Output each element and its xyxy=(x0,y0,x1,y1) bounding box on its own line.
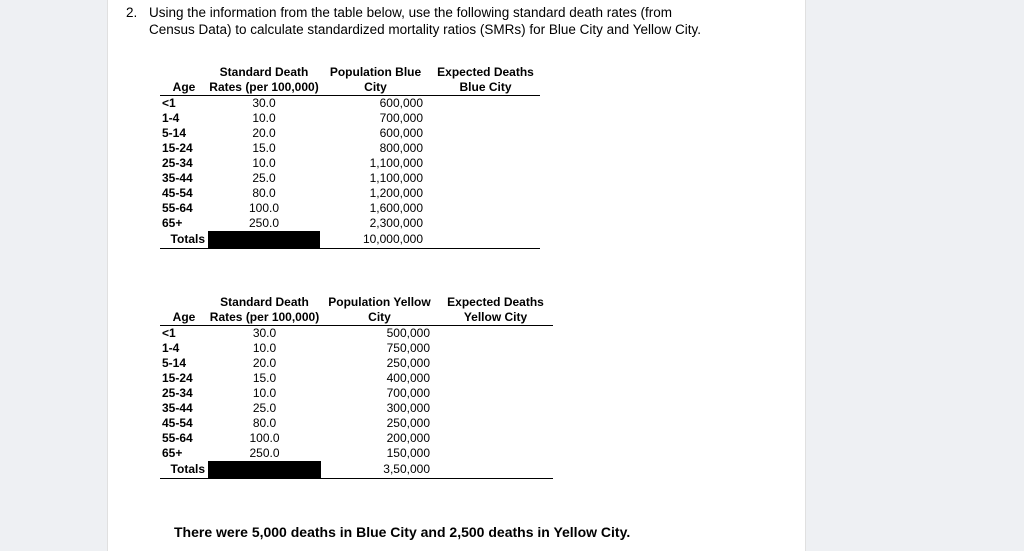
question-text: Using the information from the table below, use the following standard death rates (from Census Data) to calculate standardized mortality ratios (SMRs) for Blue City and Yellow City. xyxy=(149,5,701,37)
rate-cell: 10.0 xyxy=(252,386,277,400)
table-row xyxy=(160,96,540,112)
age-cell: 25-34 xyxy=(162,386,193,400)
expected-deaths-header: Expected Deaths Blue City xyxy=(431,65,540,96)
table-row xyxy=(160,371,553,386)
age-cell: 45-54 xyxy=(162,186,193,200)
age-cell: 65+ xyxy=(162,446,183,460)
table-row xyxy=(160,356,553,371)
table-row xyxy=(160,216,540,231)
age-cell: 15-24 xyxy=(162,371,193,385)
rate-cell: 80.0 xyxy=(252,186,276,200)
age-cell: 35-44 xyxy=(162,401,193,415)
population-cell: 150,000 xyxy=(386,446,430,460)
rate-cell: 10.0 xyxy=(252,111,276,125)
rate-cell: 10.0 xyxy=(252,341,277,355)
population-cell: 400,000 xyxy=(386,371,430,385)
document-page xyxy=(107,0,806,551)
totals-row xyxy=(160,231,540,249)
population-cell: 1,200,000 xyxy=(369,186,423,200)
rate-cell: 20.0 xyxy=(252,126,276,140)
age-cell: 35-44 xyxy=(162,171,193,185)
table-row xyxy=(160,326,553,342)
expected-deaths-cell xyxy=(431,216,540,231)
expected-deaths-total xyxy=(431,231,540,249)
footer-note: There were 5,000 deaths in Blue City and 2,500 deaths in Yellow City. xyxy=(174,524,631,540)
population-cell: 600,000 xyxy=(379,126,423,140)
expected-deaths-total xyxy=(438,461,553,479)
population-cell: 250,000 xyxy=(386,416,430,430)
table-row xyxy=(160,416,553,431)
rate-cell: 15.0 xyxy=(252,371,277,385)
population-cell: 2,300,000 xyxy=(369,216,423,230)
population-cell: 300,000 xyxy=(386,401,430,415)
table-row xyxy=(160,386,553,401)
rate-cell: 250.0 xyxy=(248,216,280,230)
expected-deaths-cell xyxy=(431,186,540,201)
rate-cell: 30.0 xyxy=(252,326,277,340)
age-cell: 55-64 xyxy=(162,431,193,445)
table-row xyxy=(160,401,553,416)
population-cell: 800,000 xyxy=(379,141,423,155)
table-row xyxy=(160,141,540,156)
redacted-total-rate xyxy=(208,461,321,479)
expected-deaths-cell xyxy=(438,386,553,401)
population-cell: 600,000 xyxy=(379,96,423,110)
table-row xyxy=(160,201,540,216)
population-cell: 750,000 xyxy=(386,341,430,355)
population-cell: 700,000 xyxy=(379,111,423,125)
age-cell: 25-34 xyxy=(162,156,193,170)
population-header: Population Blue City xyxy=(320,65,431,96)
table-row xyxy=(160,156,540,171)
expected-deaths-cell xyxy=(438,371,553,386)
table-row xyxy=(160,126,540,141)
population-cell: 250,000 xyxy=(386,356,430,370)
table-row xyxy=(160,171,540,186)
expected-deaths-cell xyxy=(438,446,553,461)
population-cell: 1,600,000 xyxy=(369,201,423,215)
age-header: Age xyxy=(160,295,208,326)
age-cell: <1 xyxy=(162,326,176,340)
table-row xyxy=(160,111,540,126)
rate-cell: 100.0 xyxy=(249,431,280,445)
rate-cell: 100.0 xyxy=(248,201,280,215)
expected-deaths-cell xyxy=(431,126,540,141)
population-cell: 1,100,000 xyxy=(369,171,423,185)
rate-cell: 25.0 xyxy=(252,401,277,415)
expected-deaths-cell xyxy=(431,156,540,171)
table-row xyxy=(160,446,553,461)
age-cell: 15-24 xyxy=(162,141,193,155)
totals-row xyxy=(160,461,553,479)
expected-deaths-cell xyxy=(438,431,553,446)
table-body xyxy=(160,326,553,479)
age-cell: 5-14 xyxy=(162,126,187,140)
age-cell: 5-14 xyxy=(162,356,187,370)
expected-deaths-cell xyxy=(438,401,553,416)
population-cell: 700,000 xyxy=(386,386,430,400)
yellow-city-table xyxy=(160,295,553,479)
age-cell: 65+ xyxy=(162,216,183,230)
question-number: 2. xyxy=(126,5,138,20)
rate-cell: 25.0 xyxy=(252,171,276,185)
expected-deaths-header: Expected Deaths Yellow City xyxy=(438,295,553,326)
rate-cell: 20.0 xyxy=(252,356,277,370)
population-cell: 500,000 xyxy=(386,326,430,340)
expected-deaths-cell xyxy=(438,326,553,342)
expected-deaths-cell xyxy=(438,416,553,431)
population-total: 10,000,000 xyxy=(320,231,431,249)
expected-deaths-cell xyxy=(431,171,540,186)
age-cell: <1 xyxy=(162,96,176,110)
expected-deaths-cell xyxy=(431,96,540,112)
age-header: Age xyxy=(160,65,208,96)
rate-cell: 30.0 xyxy=(252,96,276,110)
population-total: 3,50,000 xyxy=(321,461,438,479)
age-cell: 1-4 xyxy=(162,111,180,125)
table-row xyxy=(160,431,553,446)
redacted-total-rate xyxy=(208,231,320,249)
totals-label: Totals xyxy=(160,231,208,249)
blue-city-table xyxy=(160,65,540,249)
rate-cell: 250.0 xyxy=(249,446,280,460)
population-header: Population Yellow City xyxy=(321,295,438,326)
rate-header: Standard Death Rates (per 100,000) xyxy=(209,65,319,94)
age-cell: 55-64 xyxy=(162,201,193,215)
population-cell: 200,000 xyxy=(386,431,430,445)
rate-cell: 80.0 xyxy=(252,416,277,430)
expected-deaths-cell xyxy=(438,341,553,356)
population-cell: 1,100,000 xyxy=(369,156,423,170)
table-row xyxy=(160,186,540,201)
expected-deaths-cell xyxy=(438,356,553,371)
totals-label: Totals xyxy=(160,461,208,479)
rate-header: Standard Death Rates (per 100,000) xyxy=(209,295,320,324)
rate-cell: 15.0 xyxy=(252,141,276,155)
expected-deaths-cell xyxy=(431,111,540,126)
age-cell: 1-4 xyxy=(162,341,180,355)
expected-deaths-cell xyxy=(431,201,540,216)
expected-deaths-cell xyxy=(431,141,540,156)
question-block xyxy=(126,5,706,38)
rate-cell: 10.0 xyxy=(252,156,276,170)
age-cell: 45-54 xyxy=(162,416,193,430)
table-row xyxy=(160,341,553,356)
table-body xyxy=(160,96,540,249)
